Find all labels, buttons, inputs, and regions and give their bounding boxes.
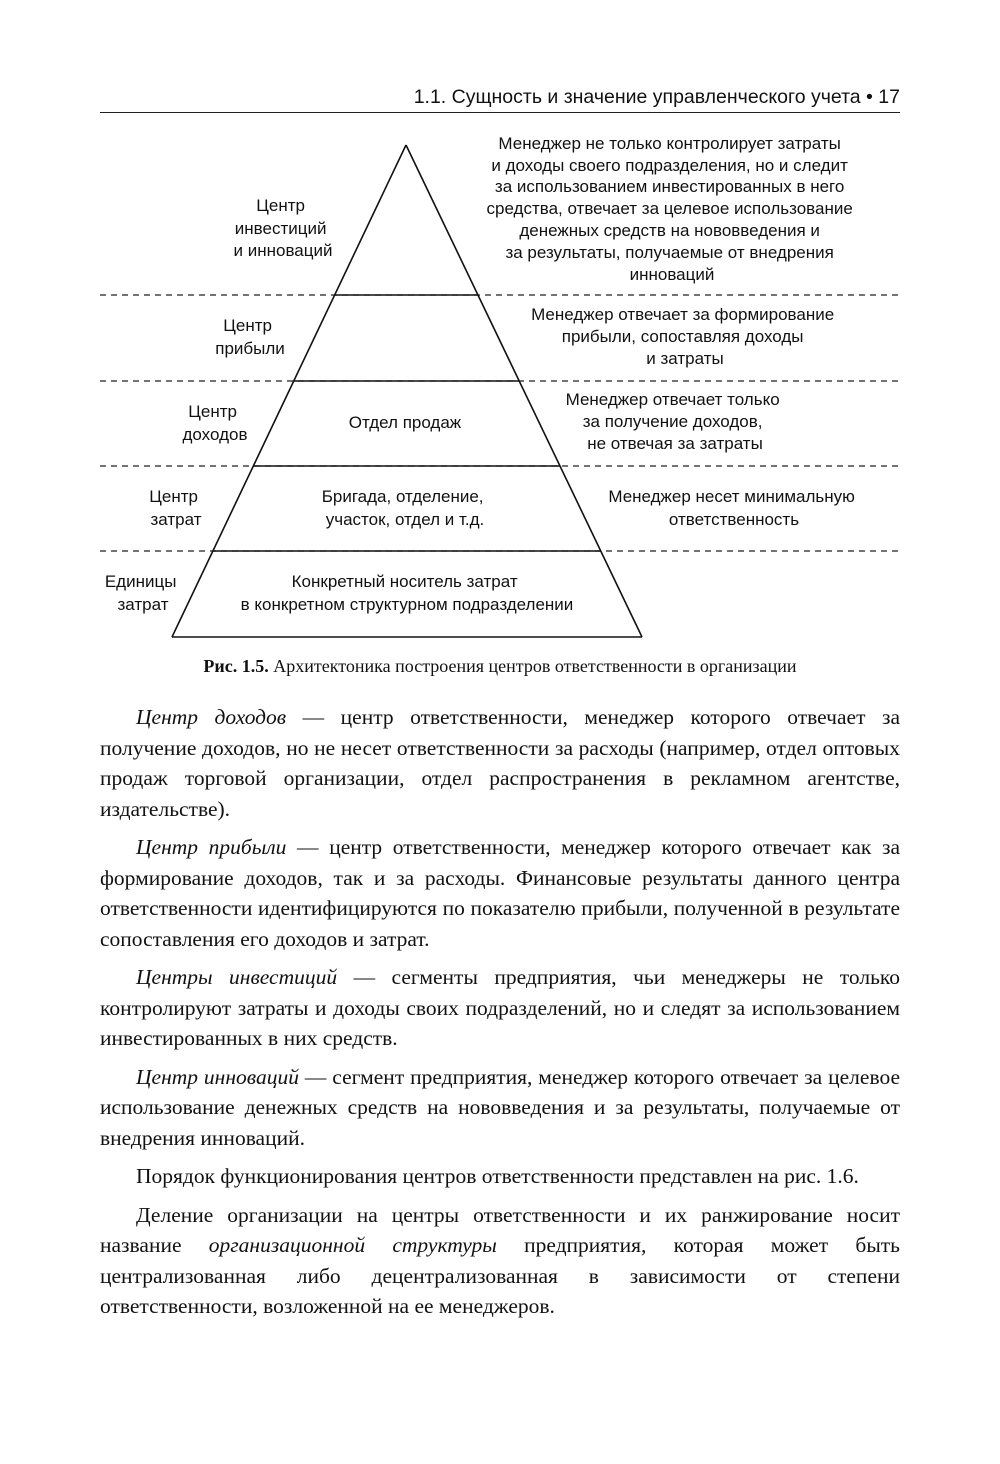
figure-number: Рис. 1.5. [203,656,269,676]
level-description: Менеджер отвечает только за получение доходов, не отвечая за затраты [565,390,780,453]
header-bullet: • [866,86,873,108]
paragraph: Порядок функционирования центров ответственности представлен на рис. 1.6. [136,1164,859,1188]
figure-caption-text: Архитектоника построения центров ответственности в организации [268,656,797,676]
figure-caption [100,656,900,677]
level-label: Единицы затрат [104,572,177,614]
running-header [100,82,900,113]
page-number: 17 [878,86,900,108]
body-text [100,702,900,1330]
level-description: Менеджер отвечает за формирование прибыли, сопоставляя доходы и затраты [531,305,835,368]
paragraph: Центр инноваций — сегмент предприятия, менеджер которого отвечает за целевое использование денежных средств на нововведения и за результаты, получаемые от внедрения инноваций. [100,1064,900,1150]
term: Центр доходов [136,705,287,729]
term: Центр прибыли [136,835,287,859]
level-label: Центр инвестиций и инноваций [233,196,333,260]
paragraph: Деление организации на центры ответственности и их ранжирование носит название организационной структуры предприятия, которая может быть централизованная либо децентрализованная в зависимости от степени ответственности, возложенной на ее менеджеров. [100,1202,900,1318]
pyramid-inner-text: Отдел продаж [348,413,462,432]
term: Центр инноваций [136,1064,299,1089]
pyramid-inner-text: Конкретный носитель затрат в конкретном структурном подразделении [240,572,574,614]
pyramid-inner-text: Бригада, отделение, участок, отдел и т.д. [321,487,485,529]
level-label: Центр прибыли [215,316,285,358]
paragraph: Центр прибыли — центр ответственности, менеджер которого отвечает как за формирование доходов, так и за расходы. Финансовые результаты данного центра ответственности идентифицируются по показателю прибыли, полученной в результате сопоставления его доходов и затрат. [100,835,900,951]
term: организационной структуры [208,1233,497,1257]
level-description: Менеджер несет минимальную ответственность [608,487,855,529]
running-title: 1.1. Сущность и значение управленческого учета [413,86,861,108]
paragraph: Центры инвестиций — сегменты предприятия, чьи менеджеры не только контролируют затраты и доходы своих подразделений, но и следят за использованием инвестированных в них средств. [100,965,900,1050]
paragraph: Центр доходов — центр ответственности, менеджер которого отвечает за получение доходов, но не несет ответственности за расходы (например, отдел оптовых продаж торговой организации, отдел распространения в рекламном агентстве, издательстве). [100,705,901,821]
term: Центры инвестиций [136,965,338,989]
level-description: Менеджер не только контролирует затраты и доходы своего подразделения, но и следит за использованием инвестированных в него средства, отвечает за целевое использование денежных средств на нововведения и за результаты, получаемые от внедрения инноваций [486,134,853,284]
responsibility-pyramid-figure [0,120,1000,650]
level-label: Центр доходов [182,402,248,444]
level-label: Центр затрат [149,487,202,529]
